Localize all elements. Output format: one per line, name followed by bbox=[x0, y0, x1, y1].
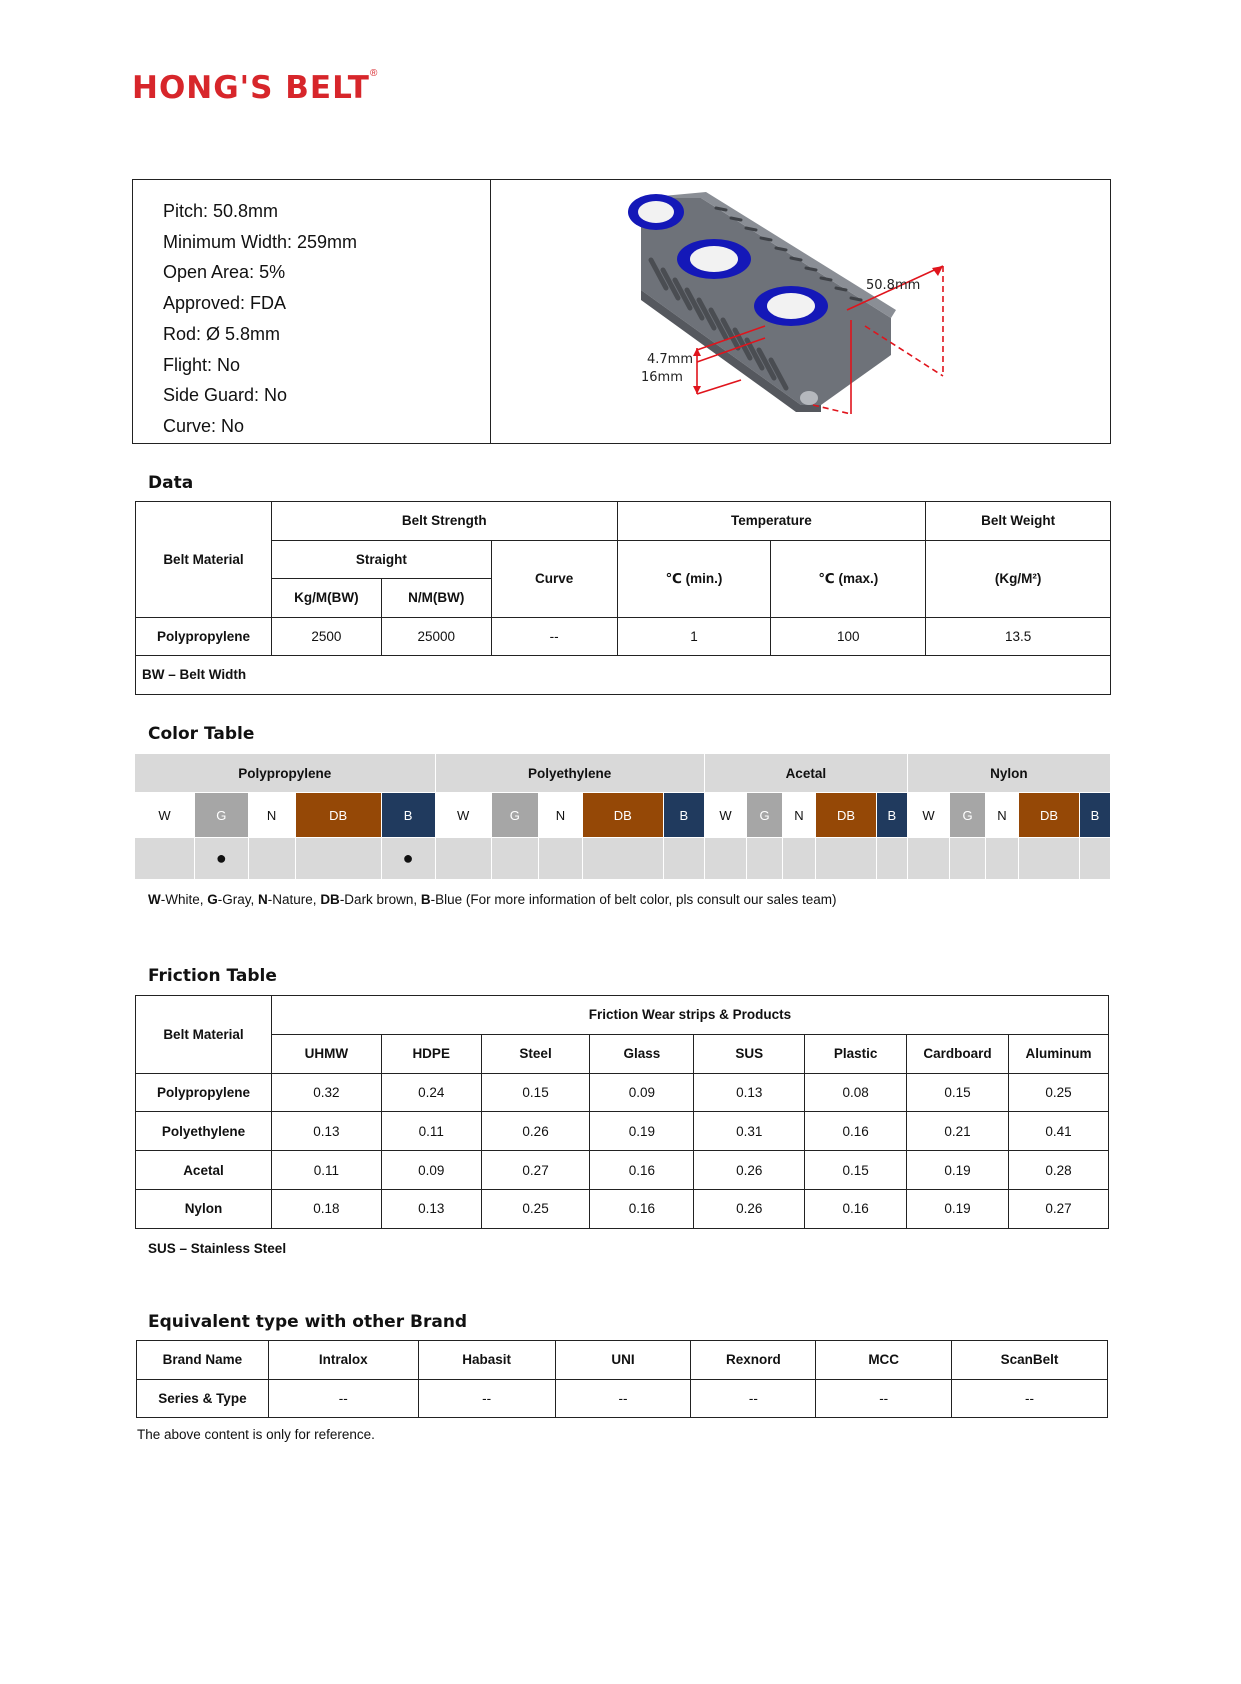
availability-mark bbox=[1019, 838, 1080, 880]
color-code-db: DB bbox=[816, 793, 877, 838]
equiv-brand-label: Brand Name bbox=[137, 1341, 269, 1380]
availability-mark bbox=[876, 838, 907, 880]
color-material-acetal: Acetal bbox=[704, 754, 907, 793]
color-code-db: DB bbox=[1019, 793, 1080, 838]
registered-mark: ® bbox=[370, 68, 378, 79]
friction-col-aluminum: Aluminum bbox=[1008, 1034, 1108, 1073]
row-curve: -- bbox=[491, 617, 617, 656]
spec-curve: Curve: No bbox=[163, 415, 245, 436]
color-code-w: W bbox=[907, 793, 949, 838]
equiv-brand: ScanBelt bbox=[952, 1341, 1108, 1380]
availability-mark bbox=[782, 838, 815, 880]
sus-footnote: SUS – Stainless Steel bbox=[148, 1241, 287, 1256]
color-material-polypropylene: Polypropylene bbox=[135, 754, 436, 793]
header-curve: Curve bbox=[491, 540, 617, 617]
row-n: 25000 bbox=[381, 617, 491, 656]
friction-value: 0.32 bbox=[271, 1073, 381, 1112]
dim-thin-label: 4.7mm bbox=[647, 352, 694, 367]
color-title: Color Table bbox=[148, 724, 255, 744]
friction-value: 0.09 bbox=[590, 1073, 694, 1112]
color-code-db: DB bbox=[582, 793, 663, 838]
equiv-brand: UNI bbox=[555, 1341, 691, 1380]
equiv-series: -- bbox=[691, 1379, 816, 1418]
friction-value: 0.09 bbox=[381, 1151, 481, 1190]
equiv-brand: Habasit bbox=[418, 1341, 555, 1380]
color-code-b: B bbox=[663, 793, 704, 838]
color-code-n: N bbox=[248, 793, 295, 838]
equiv-brand: Intralox bbox=[268, 1341, 418, 1380]
friction-col-steel: Steel bbox=[481, 1034, 590, 1073]
availability-mark bbox=[704, 838, 746, 880]
friction-value: 0.15 bbox=[481, 1073, 590, 1112]
table-row bbox=[136, 1189, 1109, 1228]
availability-mark bbox=[950, 838, 986, 880]
friction-value: 0.16 bbox=[590, 1151, 694, 1190]
friction-value: 0.11 bbox=[271, 1151, 381, 1190]
availability-mark bbox=[1079, 838, 1110, 880]
brand-logo bbox=[132, 70, 382, 106]
friction-value: 0.27 bbox=[481, 1151, 590, 1190]
friction-value: 0.24 bbox=[381, 1073, 481, 1112]
color-code-g: G bbox=[950, 793, 986, 838]
friction-header-belt-material: Belt Material bbox=[136, 996, 272, 1074]
friction-row-material: Polyethylene bbox=[136, 1112, 272, 1151]
spec-list bbox=[133, 180, 491, 443]
legend-g-text: -Gray, bbox=[217, 892, 259, 907]
header-straight: Straight bbox=[271, 540, 491, 579]
friction-value: 0.13 bbox=[271, 1112, 381, 1151]
availability-mark bbox=[747, 838, 783, 880]
friction-col-uhmw: UHMW bbox=[271, 1034, 381, 1073]
color-code-b: B bbox=[876, 793, 907, 838]
friction-value: 0.13 bbox=[381, 1189, 481, 1228]
spec-open-area: Open Area: 5% bbox=[163, 262, 286, 283]
friction-value: 0.25 bbox=[481, 1189, 590, 1228]
friction-value: 0.16 bbox=[805, 1189, 907, 1228]
color-code-g: G bbox=[195, 793, 249, 838]
brand-name: HONG'S BELT bbox=[132, 70, 370, 106]
equiv-table bbox=[136, 1340, 1108, 1418]
availability-mark bbox=[538, 838, 582, 880]
availability-mark bbox=[295, 838, 381, 880]
friction-col-sus: SUS bbox=[694, 1034, 805, 1073]
friction-value: 0.15 bbox=[805, 1151, 907, 1190]
availability-mark: ● bbox=[195, 838, 249, 880]
friction-value: 0.26 bbox=[694, 1189, 805, 1228]
table-row bbox=[136, 617, 1111, 656]
color-material-nylon: Nylon bbox=[907, 754, 1110, 793]
friction-value: 0.31 bbox=[694, 1112, 805, 1151]
spec-side-guard: Side Guard: No bbox=[163, 385, 288, 406]
table-row bbox=[136, 1112, 1109, 1151]
disclaimer: The above content is only for reference. bbox=[137, 1427, 375, 1442]
color-legend bbox=[148, 892, 837, 907]
row-temp-min: 1 bbox=[617, 617, 771, 656]
header-kg-bw: Kg/M(BW) bbox=[271, 579, 381, 618]
friction-row-material: Polypropylene bbox=[136, 1073, 272, 1112]
spec-min-width: Minimum Width: 259mm bbox=[163, 231, 358, 252]
legend-n-text: -Nature, bbox=[267, 892, 321, 907]
belt-module-illustration bbox=[491, 180, 1110, 443]
header-temp-max: ℃ (max.) bbox=[771, 540, 926, 617]
availability-mark bbox=[435, 838, 491, 880]
equiv-brand: MCC bbox=[816, 1341, 952, 1380]
friction-value: 0.15 bbox=[907, 1073, 1009, 1112]
legend-g-code: G bbox=[207, 892, 218, 907]
availability-mark bbox=[248, 838, 295, 880]
friction-value: 0.26 bbox=[694, 1151, 805, 1190]
color-code-w: W bbox=[135, 793, 195, 838]
legend-db-text: -Dark brown, bbox=[339, 892, 421, 907]
friction-col-hdpe: HDPE bbox=[381, 1034, 481, 1073]
header-temperature: Temperature bbox=[617, 502, 926, 541]
friction-row-material: Nylon bbox=[136, 1189, 272, 1228]
row-material: Polypropylene bbox=[136, 617, 272, 656]
color-material-polyethylene: Polyethylene bbox=[435, 754, 704, 793]
availability-mark bbox=[491, 838, 538, 880]
friction-value: 0.16 bbox=[590, 1189, 694, 1228]
dim-height-label: 16mm bbox=[641, 370, 683, 385]
friction-value: 0.19 bbox=[590, 1112, 694, 1151]
bw-footnote: BW – Belt Width bbox=[136, 656, 1111, 695]
color-code-g: G bbox=[747, 793, 783, 838]
spec-approved: Approved: FDA bbox=[163, 293, 287, 314]
friction-value: 0.19 bbox=[907, 1189, 1009, 1228]
equiv-series-label: Series & Type bbox=[137, 1379, 269, 1418]
table-row bbox=[136, 1073, 1109, 1112]
friction-value: 0.18 bbox=[271, 1189, 381, 1228]
equiv-brand: Rexnord bbox=[691, 1341, 816, 1380]
friction-value: 0.26 bbox=[481, 1112, 590, 1151]
equiv-series: -- bbox=[555, 1379, 691, 1418]
legend-b-text: -Blue (For more information of belt color, pls consult our sales team) bbox=[430, 892, 837, 907]
equiv-series: -- bbox=[952, 1379, 1108, 1418]
equiv-series: -- bbox=[816, 1379, 952, 1418]
availability-mark bbox=[582, 838, 663, 880]
legend-n-code: N bbox=[258, 892, 268, 907]
friction-col-cardboard: Cardboard bbox=[907, 1034, 1009, 1073]
header-weight-unit: (Kg/M²) bbox=[926, 540, 1111, 617]
friction-value: 0.19 bbox=[907, 1151, 1009, 1190]
spec-pitch: Pitch: 50.8mm bbox=[163, 201, 279, 221]
legend-w-code: W bbox=[148, 892, 161, 907]
header-belt-strength: Belt Strength bbox=[271, 502, 617, 541]
friction-value: 0.13 bbox=[694, 1073, 805, 1112]
spec-box bbox=[132, 179, 1111, 444]
color-code-b: B bbox=[381, 793, 435, 838]
data-title: Data bbox=[148, 473, 194, 493]
header-belt-material: Belt Material bbox=[136, 502, 272, 618]
friction-title: Friction Table bbox=[148, 966, 277, 986]
row-weight: 13.5 bbox=[926, 617, 1111, 656]
color-code-g: G bbox=[491, 793, 538, 838]
friction-value: 0.25 bbox=[1008, 1073, 1108, 1112]
equiv-series: -- bbox=[418, 1379, 555, 1418]
availability-mark bbox=[663, 838, 704, 880]
color-code-db: DB bbox=[295, 793, 381, 838]
friction-col-plastic: Plastic bbox=[805, 1034, 907, 1073]
friction-header-group: Friction Wear strips & Products bbox=[271, 996, 1108, 1035]
friction-value: 0.41 bbox=[1008, 1112, 1108, 1151]
friction-value: 0.16 bbox=[805, 1112, 907, 1151]
equiv-series: -- bbox=[268, 1379, 418, 1418]
spec-rod: Rod: Ø 5.8mm bbox=[163, 323, 281, 344]
color-code-n: N bbox=[538, 793, 582, 838]
header-temp-min: ℃ (min.) bbox=[617, 540, 771, 617]
friction-value: 0.08 bbox=[805, 1073, 907, 1112]
equiv-title: Equivalent type with other Brand bbox=[148, 1312, 468, 1332]
header-belt-weight: Belt Weight bbox=[926, 502, 1111, 541]
color-code-w: W bbox=[435, 793, 491, 838]
dim-pitch-label: 50.8mm bbox=[866, 278, 921, 293]
availability-mark: ● bbox=[381, 838, 435, 880]
color-code-n: N bbox=[782, 793, 815, 838]
legend-w-text: -White, bbox=[160, 892, 208, 907]
friction-value: 0.21 bbox=[907, 1112, 1009, 1151]
table-row bbox=[136, 1151, 1109, 1190]
row-temp-max: 100 bbox=[771, 617, 926, 656]
color-code-w: W bbox=[704, 793, 746, 838]
friction-value: 0.27 bbox=[1008, 1189, 1108, 1228]
availability-mark bbox=[985, 838, 1018, 880]
legend-db-code: DB bbox=[320, 892, 340, 907]
friction-table bbox=[135, 995, 1109, 1229]
row-kg: 2500 bbox=[271, 617, 381, 656]
friction-col-glass: Glass bbox=[590, 1034, 694, 1073]
availability-mark bbox=[816, 838, 877, 880]
color-code-b: B bbox=[1079, 793, 1110, 838]
color-table bbox=[134, 753, 1111, 880]
spec-flight: Flight: No bbox=[163, 354, 241, 375]
friction-value: 0.28 bbox=[1008, 1151, 1108, 1190]
friction-value: 0.11 bbox=[381, 1112, 481, 1151]
availability-mark bbox=[135, 838, 195, 880]
color-code-n: N bbox=[985, 793, 1018, 838]
friction-row-material: Acetal bbox=[136, 1151, 272, 1190]
belt-diagram bbox=[491, 180, 1110, 443]
availability-mark bbox=[907, 838, 949, 880]
data-table bbox=[135, 501, 1111, 695]
header-n-bw: N/M(BW) bbox=[381, 579, 491, 618]
legend-b-code: B bbox=[420, 892, 431, 907]
